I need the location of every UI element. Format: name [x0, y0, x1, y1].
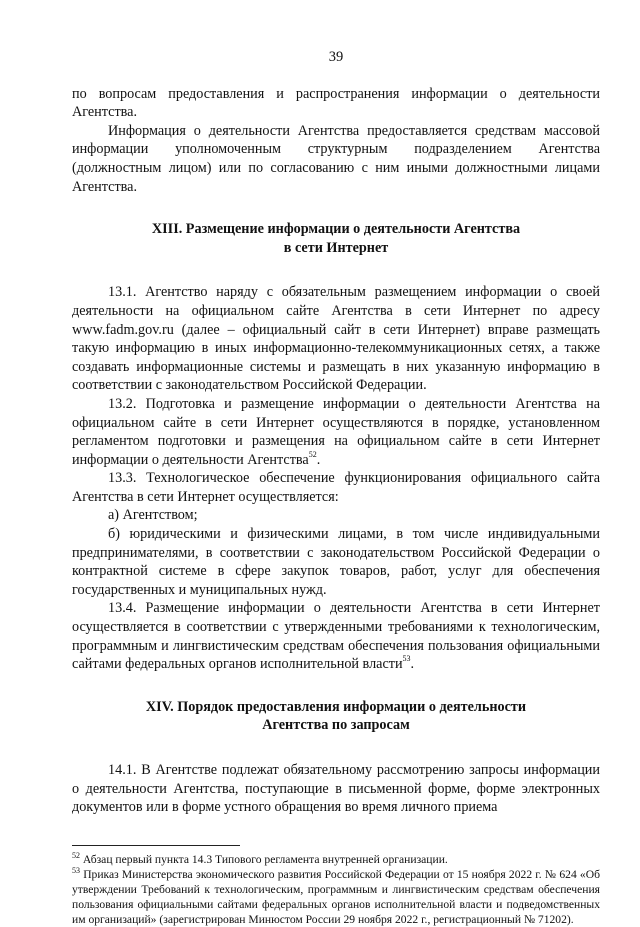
- paragraph-14-1: 14.1. В Агентстве подлежат обязательному рассмотрению запросы информации о деятельности Агентства, поступающие в письменной форме, форме электронных документов или в форме устного обращения во время личного приема: [72, 762, 600, 816]
- list-item-a: а) Агентством;: [108, 507, 198, 524]
- footnote-divider: [72, 845, 240, 846]
- section-14-heading-line-2: Агентства по запросам: [262, 717, 410, 734]
- paragraph-media-info: Информация о деятельности Агентства предоставляется средствам массовой информации уполномоченным структурным подразделением Агентства (должностным лицом) или по согласованию с ним иными должностными лицами Агентства.: [72, 122, 600, 195]
- footnote-ref-53: 53: [402, 654, 411, 664]
- footnote-ref-52: 52: [308, 449, 317, 459]
- paragraph-13-4-end: .: [410, 656, 415, 673]
- paragraph-13-1: 13.1. Агентство наряду с обязательным размещением информации о своей деятельности на официальном сайте Агентства в сети Интернет по адресу www.fadm.gov.ru (далее – официальный сайт в сети Интернет) вправе размещать такую информацию в иных информационно-телекоммуникационных сетях, а также создавать информационные системы и размещать в них указанную информацию в соответствии с законодательством Российской Федерации.: [72, 284, 600, 394]
- page-number: 39: [328, 49, 344, 65]
- footnote-53-number: 53: [72, 865, 80, 875]
- paragraph-13-2-end: .: [316, 451, 321, 468]
- section-14-heading: [72, 698, 600, 735]
- paragraph-13-2: [72, 395, 600, 469]
- section-13-heading: [72, 220, 600, 257]
- paragraph-13-2-text: 13.2. Подготовка и размещение информации о деятельности Агентства на официальном сайте в сети Интернет осуществляются в порядке, установленном регламентом подготовки и размещения на официальном сайте в сети Интернет информации о деятельности Агентства: [72, 395, 600, 468]
- section-14-heading-line-1: XIV. Порядок предоставления информации о деятельности: [145, 698, 527, 715]
- footnote-53-text: Приказ Министерства экономического развития Российской Федерации от 15 ноября 2022 г. № 624 «Об утверждении Требований к технологическим, программным и лингвистическим средствам обеспечения пользования официальными сайтами федеральных органов исполнительной власти и подведомственных им организаций» (зарегистрирован Минюстом России 29 ноября 2022 г., регистрационный № 71202).: [72, 867, 600, 926]
- section-13-heading-line-2: в сети Интернет: [283, 239, 389, 256]
- paragraph-13-4-text: 13.4. Размещение информации о деятельности Агентства в сети Интернет осуществляется в соответствии с утвержденными требованиями к технологическим, программным и лингвистическим средствам обеспечения пользования официальными сайтами федеральных органов исполнительной власти: [72, 600, 600, 673]
- section-13-heading-line-1: XIII. Размещение информации о деятельности Агентства: [151, 221, 521, 238]
- footnote-52: [72, 852, 600, 867]
- footnote-52-text: Абзац первый пункта 14.3 Типового регламента внутренней организации.: [82, 852, 448, 866]
- list-item-b: б) юридическими и физическими лицами, в том числе индивидуальными предпринимателями, в соответствии с законодательством Российской Федерации о контрактной системе в сфере закупок товаров, работ, услуг для обеспечения государственных и муниципальных нужд.: [72, 526, 600, 598]
- paragraph-13-4: [72, 599, 600, 673]
- footnote-53: [72, 867, 600, 927]
- paragraph-13-3: 13.3. Технологическое обеспечение функционирования официального сайта Агентства в сети Интернет осуществляется:: [72, 470, 600, 505]
- footnote-52-number: 52: [72, 850, 80, 860]
- paragraph-continuation: по вопросам предоставления и распространения информации о деятельности Агентства.: [72, 85, 600, 121]
